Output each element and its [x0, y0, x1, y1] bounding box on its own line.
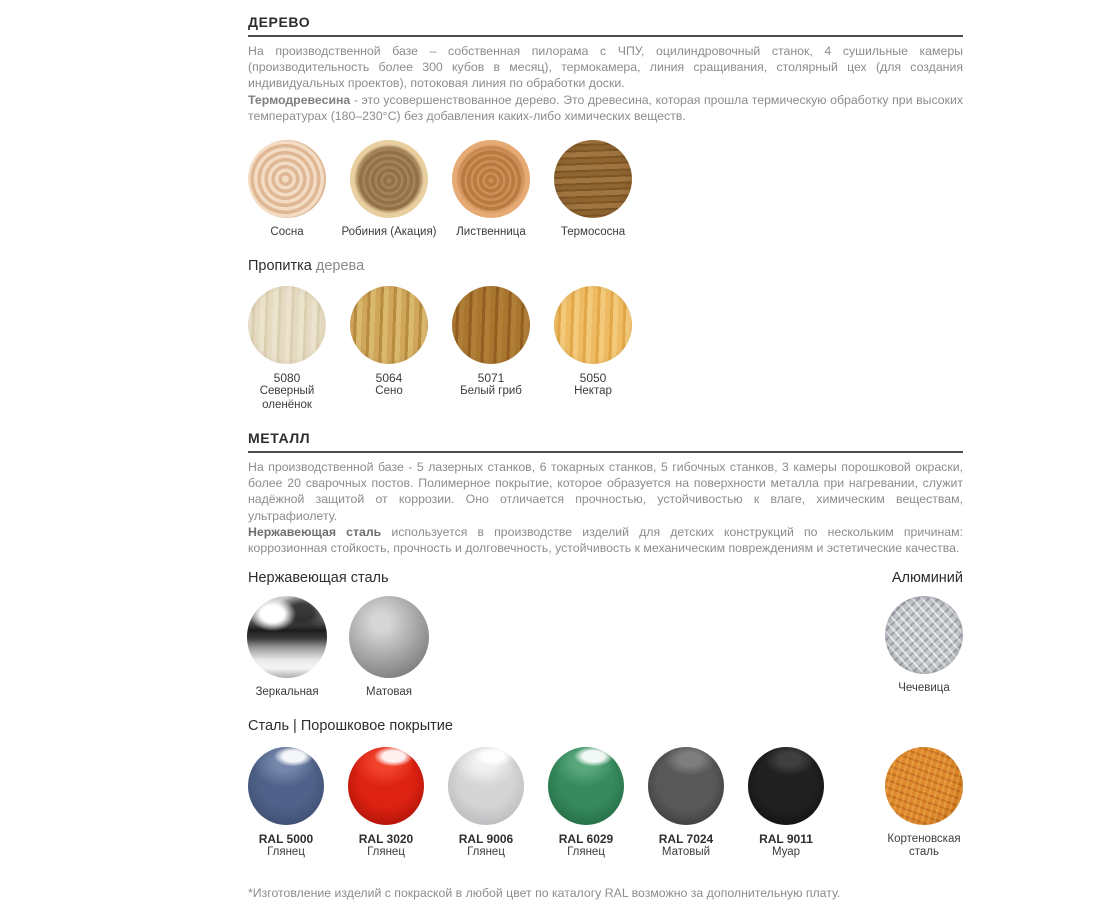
powder-swatch-cell — [548, 747, 624, 860]
powder-swatch-finish: Глянец — [267, 846, 305, 859]
wood-swatch-thermopine — [554, 140, 632, 218]
powder-swatch-finish: Глянец — [367, 846, 405, 859]
ral-footnote: *Изготовление изделий с покраской в любой цвет по каталогу RAL возможно за дополнительную плату. — [248, 885, 841, 900]
thermo-term: Термодревесина — [248, 92, 351, 107]
wood-swatch-cell — [248, 140, 326, 240]
impregnation-code: 5071 — [477, 370, 505, 385]
impregnation-swatch-cell — [350, 286, 428, 399]
impregnation-swatch-cell — [248, 286, 326, 413]
metal-section — [248, 430, 963, 900]
impregnation-swatch-5080 — [248, 286, 326, 364]
stainless-swatch-matte — [349, 596, 429, 678]
impregnation-title-sub: дерева — [315, 257, 365, 274]
stainless-swatch-label: Матовая — [366, 686, 412, 699]
aluminum-title: Алюминий — [891, 570, 963, 587]
wood-thermo-paragraph — [248, 92, 963, 124]
impregnation-code: 5080 — [273, 370, 301, 385]
powder-swatch-code: RAL 7024 — [658, 831, 714, 846]
powder-swatch-cell — [748, 747, 824, 860]
powder-swatch-cell — [348, 747, 424, 860]
powder-swatch-cell — [248, 747, 324, 860]
stainless-term: Нержавеющая сталь — [248, 524, 382, 539]
stainless-swatch-mirror — [247, 596, 327, 678]
impregnation-title — [248, 258, 963, 275]
powder-swatch-cell — [448, 747, 524, 860]
powder-swatch-ral3020 — [348, 747, 424, 825]
metal-divider-line — [248, 451, 963, 453]
stainless-aluminum-row — [248, 596, 963, 700]
wood-species-row — [248, 140, 963, 240]
powder-swatch-ral5000 — [248, 747, 324, 825]
wood-swatch-cell — [452, 140, 530, 240]
impregnation-swatch-5071 — [452, 286, 530, 364]
metal-stainless-paragraph — [248, 524, 963, 556]
powder-swatch-code: RAL 6029 — [558, 831, 614, 846]
wood-swatch-cell — [341, 140, 437, 240]
wood-intro-text: На производственной базе – собственная пилорама с ЧПУ, оцилиндровочный станок, 4 сушильные камеры (производительность более 300 кубов в месяц), термокамера, линия сращивания, столярный цех (для создания индивидуальных проектов), потоковая линия по обработки доски. — [248, 44, 963, 91]
thermo-rest: - это усовершенствованное дерево. Это древесина, которая прошла термическую обработку при высоких температурах (180–230°С) без добавления каких-либо химических веществ. — [248, 92, 963, 123]
stainless-title: Нержавеющая сталь — [248, 570, 389, 587]
impregnation-name: Северный оленёнок — [259, 385, 315, 411]
metal-section-title: МЕТАЛЛ — [248, 430, 311, 447]
aluminum-swatch-cell — [885, 596, 963, 696]
stainless-swatch-cell — [248, 596, 326, 700]
powder-swatch-code: RAL 3020 — [358, 831, 414, 846]
content-column — [248, 0, 963, 900]
corten-swatch-label: Кортеновская сталь — [887, 832, 961, 859]
powder-swatch-finish: Матовый — [661, 846, 711, 859]
impregnation-swatch-5050 — [554, 286, 632, 364]
impregnation-swatch-cell — [554, 286, 632, 399]
metal-subheadings-row — [248, 556, 963, 587]
powder-swatch-finish: Глянец — [567, 846, 605, 859]
wood-swatch-larch — [452, 140, 530, 218]
impregnation-swatch-5064 — [350, 286, 428, 364]
wood-swatch-label: Термососна — [560, 226, 626, 239]
powder-swatch-ral6029 — [548, 747, 624, 825]
metal-intro-text: На производственной базе - 5 лазерных станков, 6 токарных станков, 5 гибочных станков, 3 камеры порошковой окраски, более 20 сварочных постов. Полимерное покрытие, которое образуется на поверхности металла при нагревании, служит надёжной защитой от коррозии. Оно отличается прочностью, устойчивостью к влаге, химическим веществам, ультрафиолету. — [248, 460, 963, 523]
impregnation-name: Белый гриб — [460, 385, 522, 398]
wood-swatch-robinia — [350, 140, 428, 218]
corten-swatch-cell — [885, 747, 963, 860]
impregnation-title-main: Пропитка — [248, 257, 312, 274]
impregnation-name: Сено — [375, 385, 403, 398]
impregnation-swatch-cell — [452, 286, 530, 399]
metal-intro-paragraph — [248, 459, 963, 524]
wood-swatch-label: Робиния (Акация) — [341, 226, 437, 239]
stainless-swatch-label: Зеркальная — [255, 686, 319, 699]
powder-swatch-cell — [648, 747, 724, 860]
wood-swatch-label: Сосна — [270, 226, 304, 239]
powder-swatch-code: RAL 9006 — [458, 831, 514, 846]
powder-swatch-ral9011 — [748, 747, 824, 825]
wood-swatch-pine — [248, 140, 326, 218]
aluminum-swatch-diamond-plate — [885, 596, 963, 674]
powder-swatch-finish: Глянец — [467, 846, 505, 859]
aluminum-swatch-label: Чечевица — [898, 682, 950, 695]
impregnation-row — [248, 286, 963, 413]
wood-swatch-label: Лиственница — [456, 226, 526, 239]
wood-section-title: ДЕРЕВО — [248, 14, 311, 30]
powder-coating-row — [248, 747, 963, 860]
wood-section — [248, 14, 963, 412]
powder-swatch-code: RAL 9011 — [759, 831, 813, 846]
wood-swatch-cell — [554, 140, 632, 240]
wood-intro-paragraph — [248, 43, 963, 92]
corten-steel-swatch — [885, 747, 963, 825]
powder-swatch-ral7024 — [648, 747, 724, 825]
powder-swatch-ral9006 — [448, 747, 524, 825]
impregnation-code: 5064 — [375, 370, 403, 385]
impregnation-name: Нектар — [574, 385, 612, 398]
wood-divider-line — [248, 35, 963, 37]
impregnation-code: 5050 — [579, 370, 607, 385]
powder-swatch-finish: Муар — [771, 846, 801, 859]
stainless-swatch-cell — [350, 596, 428, 700]
powder-coating-title: Сталь | Порошковое покрытие — [248, 717, 453, 734]
powder-swatch-code: RAL 5000 — [258, 831, 314, 846]
stainless-rest: используется в производстве изделий для детских конструкций по нескольким причинам: коррозионная стойкость, прочность и долговечность, устойчивость к механическим повреждениям и эстетические качества. — [248, 524, 963, 556]
